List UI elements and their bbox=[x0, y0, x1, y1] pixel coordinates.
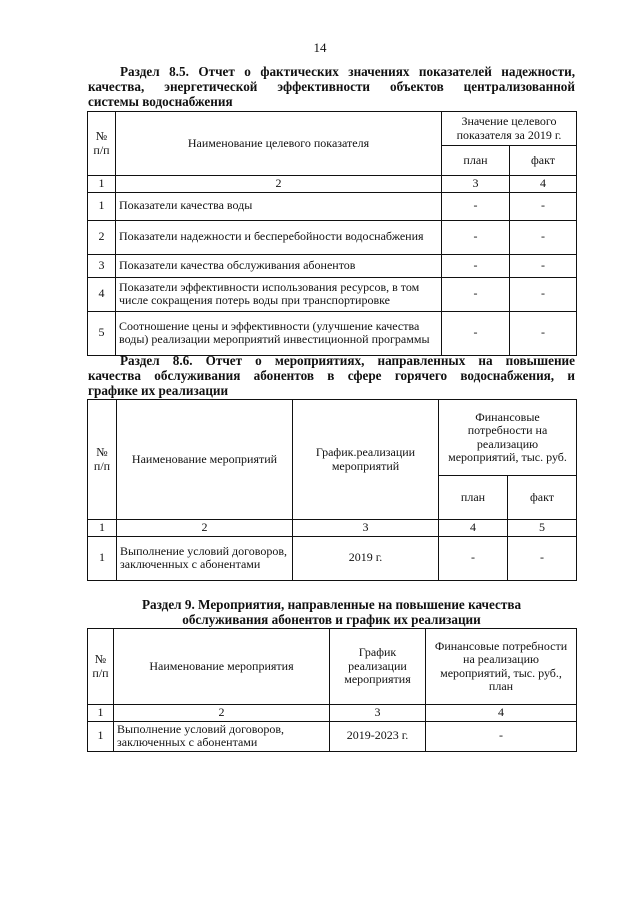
col-number: 3 bbox=[442, 176, 510, 193]
row-fact: - bbox=[510, 311, 577, 355]
title-line: качества обслуживания абонентов в сфере горячего водоснабжения, и bbox=[88, 368, 575, 383]
header-fact: факт bbox=[508, 476, 577, 520]
col-number: 4 bbox=[426, 705, 577, 722]
col-number: 1 bbox=[88, 520, 117, 537]
col-number: 1 bbox=[88, 176, 116, 193]
col-number: 2 bbox=[116, 176, 442, 193]
row-fact: - bbox=[510, 192, 577, 220]
row-num: 3 bbox=[88, 254, 116, 277]
title-line: Раздел 8.5. Отчет о фактических значениях показателей надежности, bbox=[120, 64, 575, 79]
row-name: Показатели качества обслуживания абонентов bbox=[116, 254, 442, 277]
col-number: 2 bbox=[117, 520, 293, 537]
row-plan: - bbox=[439, 536, 508, 580]
header-plan: план bbox=[439, 476, 508, 520]
row-fact: - bbox=[510, 254, 577, 277]
row-name: Показатели качества воды bbox=[116, 192, 442, 220]
row-schedule: 2019-2023 г. bbox=[330, 721, 426, 751]
title-line: качества, энергетической эффективности объектов централизованной bbox=[88, 79, 575, 94]
page-number: 14 bbox=[313, 40, 327, 55]
header-plan: план bbox=[442, 146, 510, 176]
row-name: Выполнение условий договоров, заключенных с абонентами bbox=[117, 536, 293, 580]
section-9-table bbox=[87, 628, 577, 752]
section-8-5-title bbox=[88, 64, 575, 109]
row-name: Показатели надежности и бесперебойности водоснабжения bbox=[116, 220, 442, 254]
header-name: Наименование мероприятия bbox=[114, 629, 330, 705]
row-plan: - bbox=[442, 220, 510, 254]
header-name: Наименование целевого показателя bbox=[116, 112, 442, 176]
row-name: Показатели эффективности использования ресурсов, в том числе сокращения потерь воды при транспортировке bbox=[116, 277, 442, 311]
header-num: № п/п bbox=[88, 112, 116, 176]
row-schedule: 2019 г. bbox=[293, 536, 439, 580]
header-num: № п/п bbox=[88, 400, 117, 520]
section-9-title bbox=[88, 597, 575, 627]
col-number: 2 bbox=[114, 705, 330, 722]
header-schedule: График.реализации мероприятий bbox=[293, 400, 439, 520]
row-plan: - bbox=[442, 192, 510, 220]
title-line: Раздел 8.6. Отчет о мероприятиях, направленных на повышение bbox=[120, 353, 575, 368]
row-num: 5 bbox=[88, 311, 116, 355]
row-name: Соотношение цены и эффективности (улучшение качества воды) реализации мероприятий инвестиционной программы bbox=[116, 311, 442, 355]
table-row bbox=[88, 192, 577, 220]
header-num: № п/п bbox=[88, 629, 114, 705]
table-row bbox=[88, 536, 577, 580]
title-line: графике их реализации bbox=[88, 383, 229, 398]
row-fact: - bbox=[510, 277, 577, 311]
row-plan: - bbox=[442, 254, 510, 277]
title-line: системы водоснабжения bbox=[88, 94, 233, 109]
col-number: 1 bbox=[88, 705, 114, 722]
title-line: Раздел 9. Мероприятия, направленные на повышение качества bbox=[141, 597, 522, 612]
row-num: 1 bbox=[88, 536, 117, 580]
header-finance: Финансовые потребности на реализацию мероприятий, тыс. руб., план bbox=[426, 629, 577, 705]
header-schedule: График реализации мероприятия bbox=[330, 629, 426, 705]
row-num: 1 bbox=[88, 721, 114, 751]
header-fact: факт bbox=[510, 146, 577, 176]
row-fact: - bbox=[508, 536, 577, 580]
section-8-5-table bbox=[87, 111, 577, 356]
row-fact: - bbox=[510, 220, 577, 254]
header-target: Значение целевого показателя за 2019 г. bbox=[442, 112, 577, 146]
row-num: 2 bbox=[88, 220, 116, 254]
table-row bbox=[88, 311, 577, 355]
col-number: 3 bbox=[330, 705, 426, 722]
header-name: Наименование мероприятий bbox=[117, 400, 293, 520]
section-8-6-table bbox=[87, 399, 577, 581]
row-finance: - bbox=[426, 721, 577, 751]
col-number: 4 bbox=[439, 520, 508, 537]
table-row bbox=[88, 220, 577, 254]
col-number: 5 bbox=[508, 520, 577, 537]
col-number: 4 bbox=[510, 176, 577, 193]
header-finance: Финансовые потребности на реализацию мероприятий, тыс. руб. bbox=[439, 400, 577, 476]
title-line: обслуживания абонентов и график их реализации bbox=[182, 612, 481, 627]
table-row bbox=[88, 254, 577, 277]
table-row bbox=[88, 277, 577, 311]
row-plan: - bbox=[442, 277, 510, 311]
row-plan: - bbox=[442, 311, 510, 355]
section-8-6-title bbox=[88, 353, 575, 398]
col-number: 3 bbox=[293, 520, 439, 537]
row-name: Выполнение условий договоров, заключенных с абонентами bbox=[114, 721, 330, 751]
row-num: 1 bbox=[88, 192, 116, 220]
row-num: 4 bbox=[88, 277, 116, 311]
table-row bbox=[88, 721, 577, 751]
